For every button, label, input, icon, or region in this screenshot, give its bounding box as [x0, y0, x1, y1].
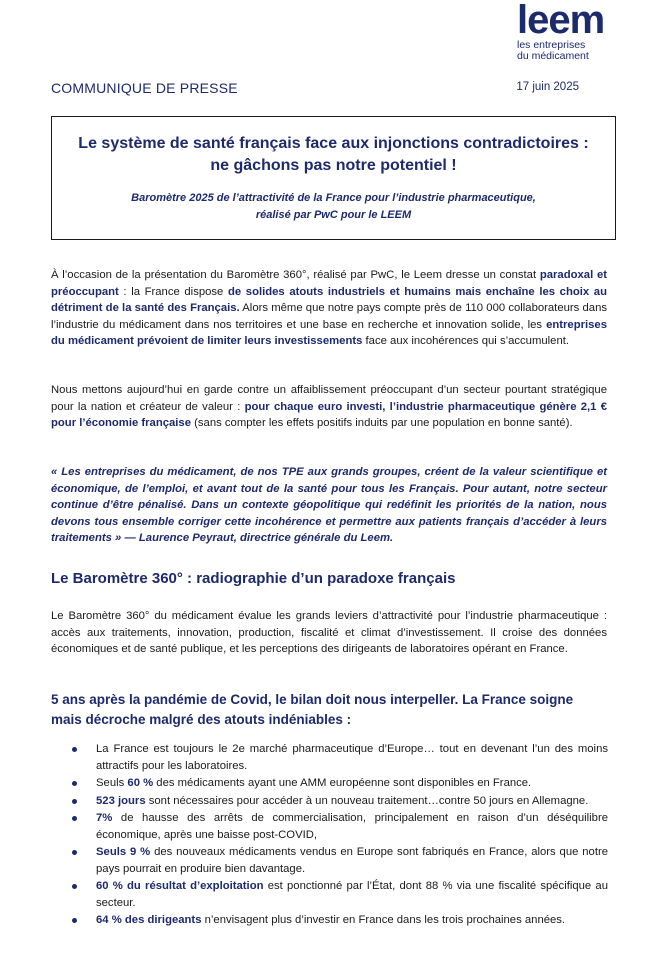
p1-text-g: face aux incohérences qui s’accumulent. [362, 335, 570, 347]
paragraph-warning [51, 382, 607, 432]
logo-tagline-1: les entreprises [517, 39, 586, 51]
p2-bold-b: pour chaque euro investi, l’industrie pharmaceutique génère 2,1 € pour l’économie française [51, 400, 607, 429]
bullet-bold: 523 jours [96, 794, 146, 807]
bullet-prefix: Seuls [96, 777, 128, 789]
key-figures-list [72, 741, 608, 930]
leem-logo [517, 0, 607, 62]
p1-text-a: À l’occasion de la présentation du Baromètre 360°, réalisé par PwC, le Leem dresse un constat [51, 269, 540, 281]
list-item [72, 793, 608, 810]
list-item [72, 810, 608, 843]
list-item [72, 912, 608, 929]
list-item [72, 844, 608, 877]
p1-text-e: Alors même que notre pays compte près de 110 000 collaborateurs dans l’industrie du médicament dans nos territoires et une base en recherche et innovation solide, les [51, 302, 607, 331]
bullet-bold: 64 % des dirigeants [96, 914, 202, 926]
section-paragraph: Le Baromètre 360° du médicament évalue les grands leviers d’attractivité pour l’industrie pharmaceutique : accès aux traitements, innovation, production, fiscalité et climat d’investissement. Il croise des données économiques et de santé publique, et les perceptions des dirigeants de laboratoires opérant en France. [51, 610, 607, 655]
section-title: Le Baromètre 360° : radiographie d’un paradoxe français [51, 570, 456, 587]
bullet-text: de hausse des arrêts de commercialisation, principalement en raison d’un déséquilibre économique, après une baisse post-COVID, [96, 812, 608, 841]
p1-text-c: : la France dispose [118, 285, 228, 298]
section-subtitle: 5 ans après la pandémie de Covid, le bilan doit nous interpeller. La France soigne mais décroche malgré des atouts indéniables : [51, 692, 574, 727]
p1-bold-f: entreprises du médicament prévoient de limiter leurs investissements [51, 318, 607, 347]
bullet-bold: Seuls 9 % [96, 846, 151, 858]
subtitle-line-2: réalisé par PwC pour le LEEM [255, 209, 412, 221]
press-release-label: COMMUNIQUE DE PRESSE [51, 80, 238, 96]
p2-text-a: Nous mettons aujourd’hui en garde contre un affaiblissement préoccupant d’un secteur pourtant stratégique pour la nation et créateur de valeur : [51, 384, 607, 413]
bullet-bold: 60 % [127, 777, 154, 789]
release-date: 17 juin 2025 [516, 81, 579, 93]
list-item [72, 741, 608, 774]
headline-subtitle [82, 190, 585, 224]
bullet-bold: 60 % du résultat d’exploitation [96, 880, 264, 892]
list-item [72, 878, 608, 911]
headline-box [51, 116, 616, 240]
p1-bold-d: de solides atouts industriels et humains mais enchaîne les choix au détriment de la santé des Français. [51, 285, 607, 314]
bullet-text: est ponctionné par l’État, dont 88 % via une fiscalité spécifique au secteur. [96, 880, 608, 909]
logo-wordmark: leem [517, 0, 605, 42]
bullet-text: La France est toujours le 2e marché pharmaceutique d’Europe… tout en devenant l’un des moins attractifs pour les laboratoires. [96, 743, 608, 772]
bullet-text: sont nécessaires pour accéder à un nouveau traitement…contre 50 jours en Allemagne. [145, 794, 589, 807]
list-item [72, 775, 608, 792]
bullet-bold: 7% [96, 812, 113, 824]
subtitle-line-1: Baromètre 2025 de l’attractivité de la France pour l’industrie pharmaceutique, [131, 192, 536, 204]
bullet-text: des nouveaux médicaments vendus en Europe sont fabriqués en France, alors que notre pays pourrait en produire bien davantage. [96, 846, 608, 875]
bullet-text: des médicaments ayant une AMM européenne sont disponibles en France. [153, 777, 532, 789]
logo-tagline-2: du médicament [517, 50, 589, 62]
p2-text-c: (sans compter les effets positifs induits par une population en bonne santé). [191, 417, 573, 429]
headline-title: Le système de santé français face aux injonctions contradictoires : ne gâchons pas notre potentiel ! [78, 135, 589, 174]
bullet-text: n’envisagent plus d’investir en France dans les trois prochaines années. [201, 914, 566, 926]
paragraph-intro [51, 267, 607, 350]
p1-bold-b: paradoxal et préoccupant [51, 269, 607, 298]
quote-block: « Les entreprises du médicament, de nos TPE aux grands groupes, créent de la valeur scientifique et économique, de l’emploi, et avant tout de la santé pour tous les Français. Pour autant, notre secteur continue d’être pénalisé. Dans un contexte géopolitique qui redéfinit les priorités de la nation, nous devons tous ensemble corriger cette incohérence et permettre aux patients français d’accéder à leurs traitements » — Laurence Peyraut, directrice générale du Leem. [51, 466, 607, 544]
